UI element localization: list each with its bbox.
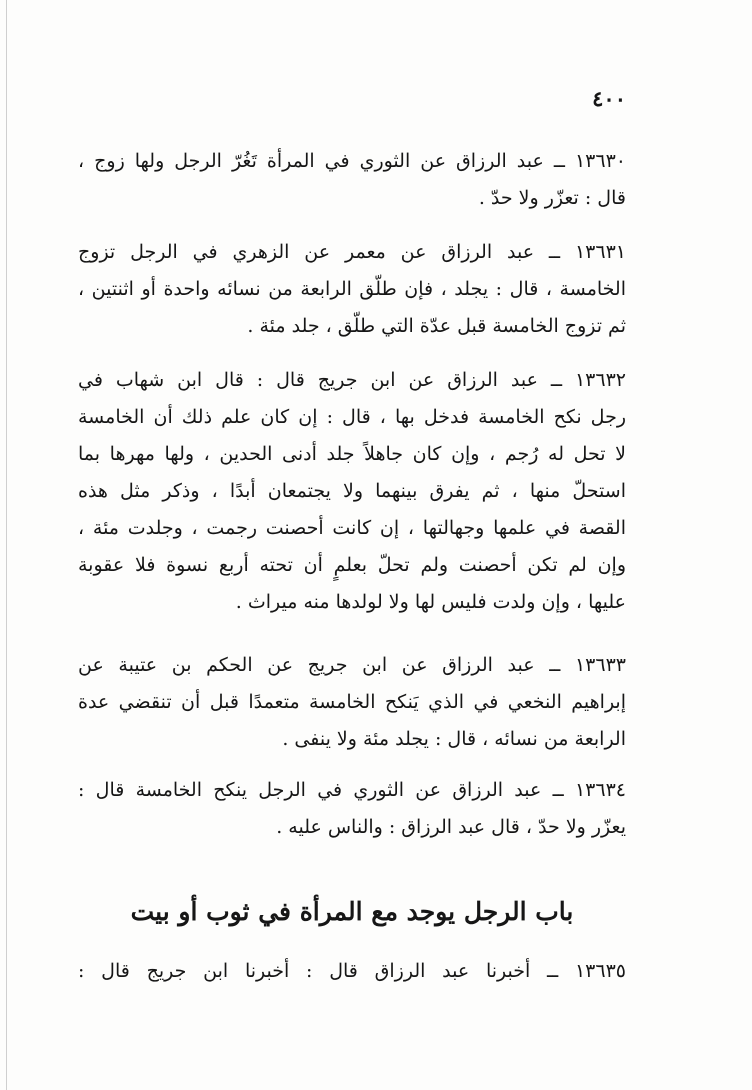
entry-13630 [78, 143, 626, 217]
entry-line: ١٣٦٣٠ ــ عبد الرزاق عن الثوري في المرأة تَغُرّ الرجل ولها زوج ، [78, 150, 626, 172]
entry-line: ثم تزوج الخامسة قبل عدّة التي طلّق ، جلد مئة . [247, 315, 626, 337]
entry-line: ١٣٦٣٤ ــ عبد الرزاق عن الثوري في الرجل ينكح الخامسة قال : [78, 779, 626, 801]
entry-line: رجل نكح الخامسة فدخل بها ، قال : إن كان علم ذلك أن الخامسة [78, 406, 626, 428]
entry-line: إبراهيم النخعي في الذي يَنكح الخامسة متعمدًا قبل أن تنقضي عدة [78, 691, 626, 713]
entry-13635 [78, 953, 626, 990]
entry-line: عليها ، وإن ولدت فليس لها ولا لولدها منه ميراث . [235, 591, 626, 613]
page-number: ٤٠٠ [592, 86, 626, 111]
entry-line: ١٣٦٣١ ــ عبد الرزاق عن معمر عن الزهري في الرجل تزوج [78, 241, 626, 263]
entry-line: القصة في علمها وجهالتها ، إن كانت أحصنت رجمت ، وجلدت مئة ، [78, 517, 626, 539]
entry-line: قال : تعزّر ولا حدّ . [478, 187, 626, 209]
entry-13633 [78, 647, 626, 758]
entry-line: الرابعة من نسائه ، قال : يجلد مئة ولا ينفى . [282, 728, 626, 750]
entry-13632 [78, 362, 626, 621]
entry-line: استحلّ منها ، ثم يفرق بينهما ولا يجتمعان أبدًا ، وذكر مثل هذه [78, 480, 626, 502]
entry-line: ١٣٦٣٥ ــ أخبرنا عبد الرزاق قال : أخبرنا ابن جريج قال : [78, 960, 626, 982]
entry-line: ١٣٦٣٢ ــ عبد الرزاق عن ابن جريج قال : قال ابن شهاب في [78, 369, 626, 391]
entry-line: لا تحل له رُجم ، وإن كان جاهلاً جلد أدنى الحدين ، ولها مهرها بما [78, 443, 626, 465]
entry-line: الخامسة ، قال : يجلد ، فإن طلّق الرابعة من نسائه واحدة أو اثنتين ، [78, 278, 626, 300]
entry-13634 [78, 772, 626, 846]
book-page [78, 0, 626, 1090]
entry-line: وإن لم تكن أحصنت ولم تحلّ بعلمٍ أن تحته أربع نسوة فلا عقوبة [78, 554, 626, 576]
entry-13631 [78, 234, 626, 345]
entry-line: ١٣٦٣٣ ــ عبد الرزاق عن ابن جريج عن الحكم بن عتيبة عن [78, 654, 626, 676]
chapter-heading: باب الرجل يوجد مع المرأة في ثوب أو بيت [130, 897, 574, 926]
scan-edge-line [6, 0, 7, 1090]
entry-line: يعزّر ولا حدّ ، قال عبد الرزاق : والناس عليه . [276, 816, 626, 838]
